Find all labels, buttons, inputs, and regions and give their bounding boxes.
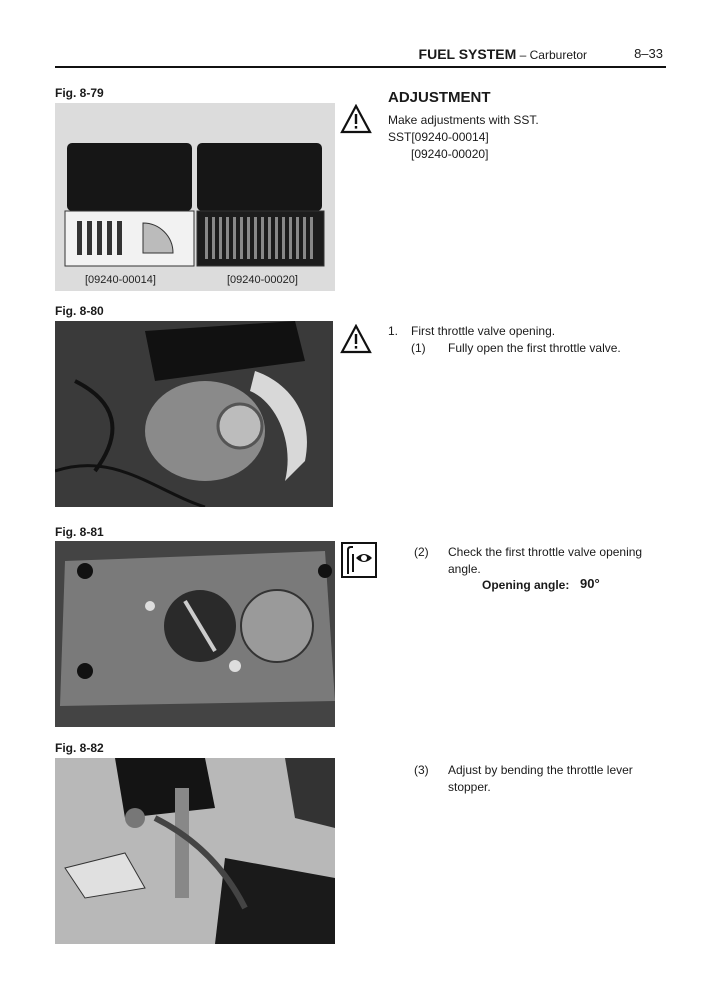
adjustment-heading: ADJUSTMENT: [388, 89, 491, 106]
header-rule: [55, 66, 666, 68]
step-1-number: 1.: [388, 324, 399, 338]
fig-8-79-caption-right: [09240-00020]: [227, 274, 298, 286]
step-3-text-2: stopper.: [448, 780, 491, 794]
step-3-text-1: Adjust by bending the throttle lever: [448, 763, 633, 777]
fig-8-81-photo: [55, 541, 335, 727]
fig-8-79-label: Fig. 8-79: [55, 86, 104, 100]
step-1-text: First throttle valve opening.: [411, 324, 556, 338]
page-number: 8–33: [634, 46, 663, 61]
step-2-text-1: Check the first throttle valve opening: [448, 545, 643, 559]
warning-triangle-icon: [340, 324, 372, 354]
warning-triangle-icon: [340, 104, 372, 134]
header-subtitle: Carburetor: [529, 48, 587, 62]
fig-8-82-label: Fig. 8-82: [55, 741, 104, 755]
sst-case-illustration: [55, 103, 335, 291]
fig-8-80-photo: [55, 321, 333, 507]
adjustment-line-2: SST[09240-00014]: [388, 130, 489, 144]
step-2-text-2: angle.: [448, 562, 481, 576]
step-3-number: (3): [414, 763, 429, 777]
step-1-sub-1-text: Fully open the first throttle valve.: [448, 341, 621, 355]
adjustment-line-1: Make adjustments with SST.: [388, 113, 539, 127]
adjustment-line-3: [09240-00020]: [411, 147, 489, 161]
fig-8-80-label: Fig. 8-80: [55, 304, 104, 318]
fig-8-79-photo: [55, 103, 335, 291]
carburetor-throttle-illustration: [55, 321, 333, 507]
throttle-bore-illustration: [55, 541, 335, 727]
step-1-sub-1-number: (1): [411, 341, 426, 355]
fig-8-81-label: Fig. 8-81: [55, 525, 104, 539]
inspect-eye-icon: [341, 542, 377, 578]
opening-angle-value: 90°: [580, 576, 600, 591]
header-title: FUEL SYSTEM – Carburetor: [418, 46, 587, 62]
fig-8-79-caption-left: [09240-00014]: [85, 274, 156, 286]
opening-angle-label: Opening angle:: [482, 578, 570, 592]
fig-8-82-photo: [55, 758, 335, 944]
step-2-number: (2): [414, 545, 429, 559]
throttle-lever-stopper-illustration: [55, 758, 335, 944]
